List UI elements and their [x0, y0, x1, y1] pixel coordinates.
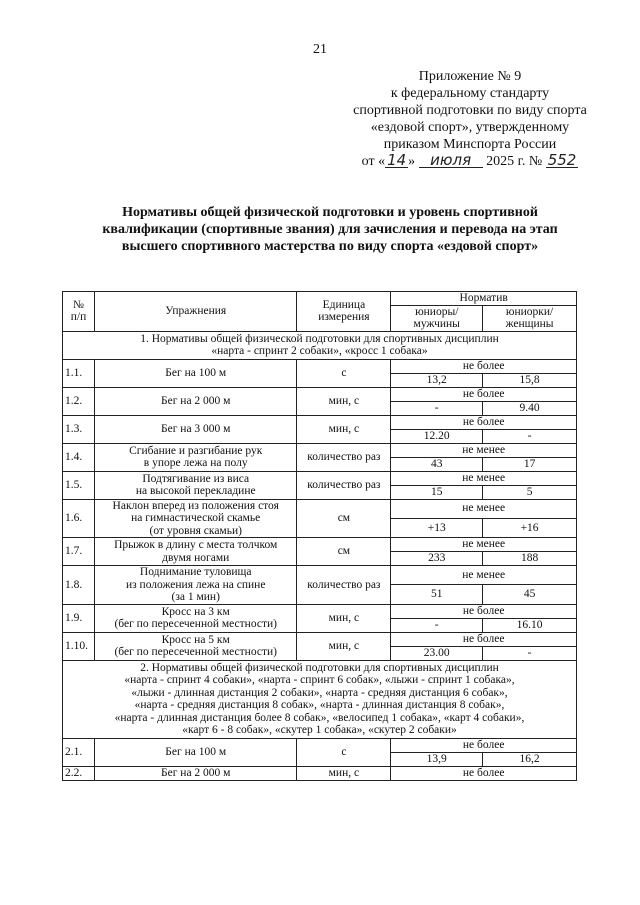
header-exercise: Упражнения [94, 292, 297, 332]
row-number: 1.8. [63, 566, 95, 605]
unit-of-measure: мин, с [297, 604, 391, 632]
value-juniors-male: - [391, 401, 483, 415]
row-number: 1.7. [63, 538, 95, 566]
appendix-line: «ездовой спорт», утвержденному [370, 120, 570, 135]
document-title [60, 204, 600, 255]
exercise-name: Сгибание и разгибание рук в упоре лежа на полу [94, 443, 297, 471]
value-juniors-male: - [391, 618, 483, 632]
table-row [63, 415, 577, 429]
handwritten-month: июля [419, 153, 483, 168]
norm-condition: не менее [391, 538, 577, 552]
appendix-line: Приложение № 9 [418, 69, 522, 84]
table-row [63, 766, 577, 780]
unit-of-measure: количество раз [297, 443, 391, 471]
header-unit: Единица измерения [297, 292, 391, 332]
unit-of-measure: см [297, 499, 391, 538]
row-number: 1.10. [63, 632, 95, 660]
value-juniors-female: +16 [483, 518, 577, 537]
unit-of-measure: см [297, 538, 391, 566]
unit-of-measure: с [297, 738, 391, 766]
row-number: 1.6. [63, 499, 95, 538]
row-number: 1.4. [63, 443, 95, 471]
handwritten-day: 14 [387, 151, 407, 169]
value-juniors-male: 233 [391, 552, 483, 566]
value-juniors-male: 12.20 [391, 429, 483, 443]
exercise-name: Поднимание туловища из положения лежа на спине (за 1 мин) [94, 566, 297, 605]
norm-condition: не более [391, 359, 577, 373]
value-juniors-female: 5 [483, 485, 577, 499]
norm-condition: не менее [391, 443, 577, 457]
exercise-name: Наклон вперед из положения стоя на гимнастической скамье (от уровня скамьи) [94, 499, 297, 538]
table-row [63, 359, 577, 373]
handwritten-order-number: 552 [547, 151, 577, 169]
year-part: 2025 г. № [486, 154, 543, 169]
unit-of-measure: количество раз [297, 471, 391, 499]
row-number: 1.1. [63, 359, 95, 387]
table-row [63, 566, 577, 585]
table-row [63, 443, 577, 457]
value-juniors-male: 43 [391, 457, 483, 471]
row-number: 1.9. [63, 604, 95, 632]
exercise-name: Бег на 100 м [94, 359, 297, 387]
table-row [63, 499, 577, 518]
value-juniors-male: +13 [391, 518, 483, 537]
exercise-name: Бег на 100 м [94, 738, 297, 766]
norm-condition: не более [391, 632, 577, 646]
unit-of-measure: с [297, 359, 391, 387]
exercise-name: Бег на 2 000 м [94, 387, 297, 415]
value-juniors-male: 13,2 [391, 373, 483, 387]
page-number: 21 [313, 42, 327, 57]
row-number: 2.1. [63, 738, 95, 766]
value-juniors-female: 45 [483, 585, 577, 604]
table-row [63, 632, 577, 646]
date-quote: » [408, 154, 416, 169]
norm-condition: не более [391, 604, 577, 618]
appendix-header [330, 68, 610, 170]
exercise-name: Бег на 3 000 м [94, 415, 297, 443]
norm-condition: не менее [391, 471, 577, 485]
exercise-name: Подтягивание из виса на высокой перекладине [94, 471, 297, 499]
table-row [63, 538, 577, 552]
value-juniors-female: - [483, 646, 577, 660]
value-juniors-female: 16,2 [483, 752, 577, 766]
table-row [63, 471, 577, 485]
appendix-date-line [330, 153, 610, 170]
standards-table [62, 291, 577, 781]
row-number: 2.2. [63, 766, 95, 780]
exercise-name: Прыжок в длину с места толчком двумя ногами [94, 538, 297, 566]
value-juniors-male: 23.00 [391, 646, 483, 660]
unit-of-measure: мин, с [297, 387, 391, 415]
unit-of-measure: мин, с [297, 632, 391, 660]
norm-condition: не более [391, 387, 577, 401]
norm-condition: не более [391, 415, 577, 429]
header-num: № п/п [63, 292, 95, 332]
table-row [63, 387, 577, 401]
appendix-line: приказом Минспорта России [383, 137, 557, 152]
exercise-name: Бег на 2 000 м [94, 766, 297, 780]
header-juniors-male: юниоры/ мужчины [391, 305, 483, 331]
title-line: Нормативы общей физической подготовки и уровень спортивной [122, 205, 538, 220]
value-juniors-female: 188 [483, 552, 577, 566]
value-juniors-male: 51 [391, 585, 483, 604]
value-juniors-male: 15 [391, 485, 483, 499]
title-line: квалификации (спортивные звания) для зачисления и перевода на этап [102, 222, 558, 237]
value-juniors-female: 17 [483, 457, 577, 471]
date-prefix: от « [361, 154, 386, 169]
norm-condition: не менее [391, 499, 577, 518]
table-row [63, 604, 577, 618]
section-header: 2. Нормативы общей физической подготовки для спортивных дисциплин «нарта - спринт 4 собаки», «нарта - спринт 6 собак», «лыжи - спринт 1 собака», «лыжи - длинная дистанция 2 собаки», «нарта - средняя дистанция 6 собак», «нарта - средняя дистанция 8 собак», «нарта - длинная дистанция 8 собак», «нарта - длинная дистанция более 8 собак», «велосипед 1 собака», «карт 4 собаки», «карт 6 - 8 собак», «скутер 1 собака», «скутер 2 собаки» [63, 660, 577, 738]
row-number: 1.5. [63, 471, 95, 499]
unit-of-measure: мин, с [297, 766, 391, 780]
header-juniors-female: юниорки/ женщины [483, 305, 577, 331]
value-juniors-female: 16.10 [483, 618, 577, 632]
table-row [63, 738, 577, 752]
exercise-name: Кросс на 3 км (бег по пересеченной местности) [94, 604, 297, 632]
norm-condition: не более [391, 738, 577, 752]
row-number: 1.3. [63, 415, 95, 443]
value-juniors-female: - [483, 429, 577, 443]
appendix-line: спортивной подготовки по виду спорта [353, 103, 587, 118]
norm-condition: не более [391, 766, 577, 780]
value-juniors-female: 9.40 [483, 401, 577, 415]
unit-of-measure: количество раз [297, 566, 391, 605]
norm-condition: не менее [391, 566, 577, 585]
exercise-name: Кросс на 5 км (бег по пересеченной местности) [94, 632, 297, 660]
section-header: 1. Нормативы общей физической подготовки для спортивных дисциплин «нарта - спринт 2 собаки», «кросс 1 собака» [63, 331, 577, 359]
value-juniors-female: 15,8 [483, 373, 577, 387]
title-line: высшего спортивного мастерства по виду спорта «ездовой спорт» [121, 239, 539, 254]
value-juniors-male: 13,9 [391, 752, 483, 766]
unit-of-measure: мин, с [297, 415, 391, 443]
appendix-line: к федеральному стандарту [390, 86, 550, 101]
header-norm: Норматив [391, 292, 577, 306]
row-number: 1.2. [63, 387, 95, 415]
